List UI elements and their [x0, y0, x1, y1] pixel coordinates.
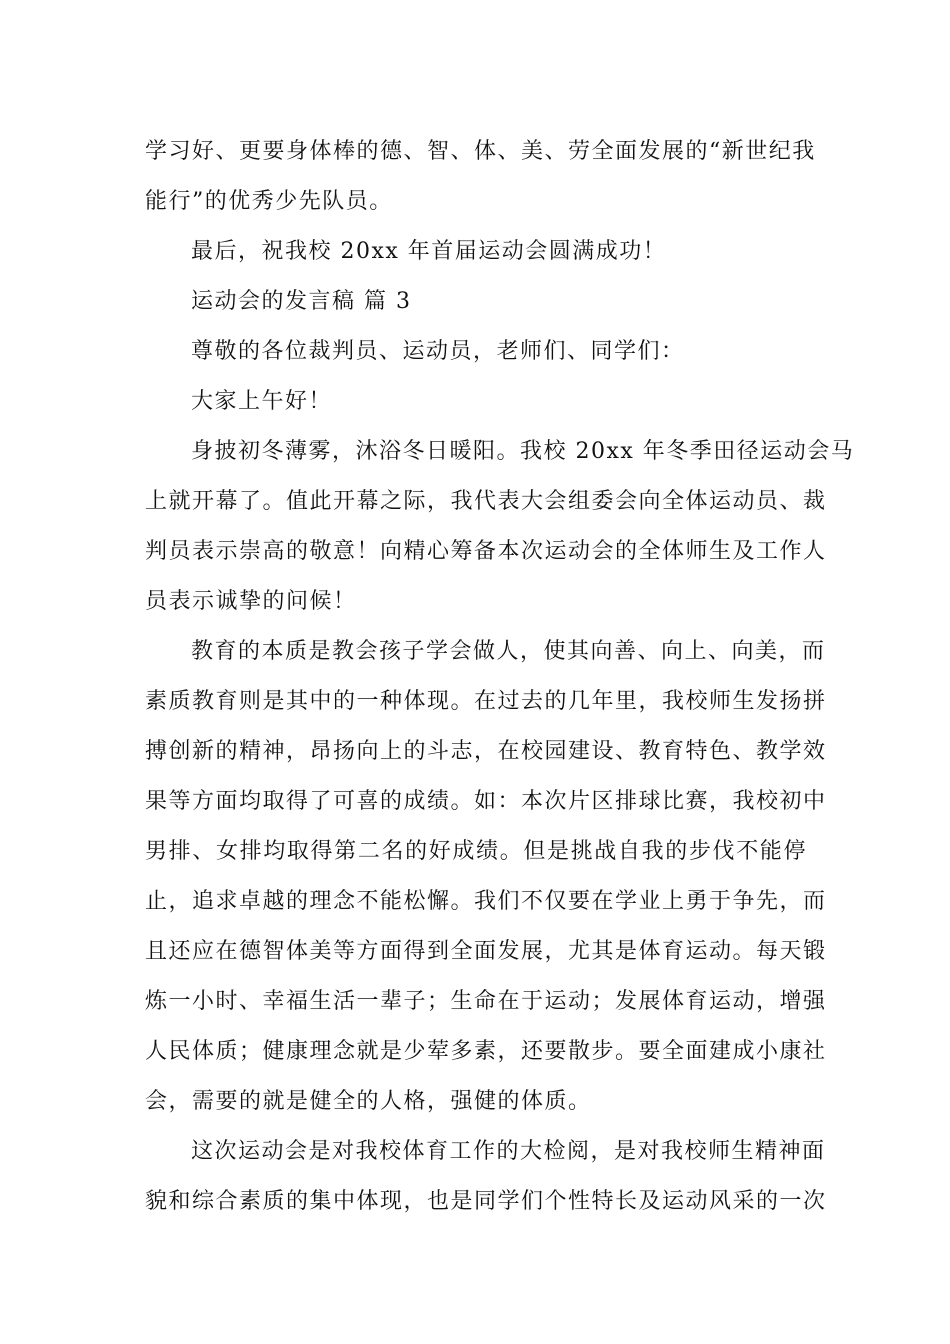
text-line: 炼一小时、幸福生活一辈子；生命在于运动；发展体育运动，增强 [145, 989, 827, 1014]
text-line: 果等方面均取得了可喜的成绩。如：本次片区排球比赛，我校初中 [145, 789, 827, 814]
text-line: 最后，祝我校 20xx 年首届运动会圆满成功！ [191, 239, 667, 264]
text-line: 上就开幕了。值此开幕之际，我代表大会组委会向全体运动员、裁 [145, 489, 827, 514]
text-line: 教育的本质是教会孩子学会做人，使其向善、向上、向美，而 [191, 639, 826, 664]
text-line: 会，需要的就是健全的人格，强健的体质。 [145, 1089, 592, 1114]
text-line: 男排、女排均取得第二名的好成绩。但是挑战自我的步伐不能停 [145, 839, 807, 864]
text-line: 止，追求卓越的理念不能松懈。我们不仅要在学业上勇于争先，而 [145, 889, 827, 914]
text-line: 且还应在德智体美等方面得到全面发展，尤其是体育运动。每天锻 [145, 939, 827, 964]
text-line: 学习好、更要身体棒的德、智、体、美、劳全面发展的“新世纪我 [145, 139, 816, 164]
text-line: 员表示诚挚的问候！ [145, 589, 357, 614]
text-line: 能行”的优秀少先队员。 [145, 189, 393, 214]
text-line: 貌和综合素质的集中体现，也是同学们个性特长及运动风采的一次 [145, 1189, 827, 1214]
salutation: 尊敬的各位裁判员、运动员，老师们、同学们： [191, 339, 685, 364]
text-line: 人民体质；健康理念就是少荤多素，还要散步。要全面建成小康社 [145, 1039, 827, 1064]
text-line: 素质教育则是其中的一种体现。在过去的几年里，我校师生发扬拼 [145, 689, 827, 714]
text-line: 搏创新的精神，昂扬向上的斗志，在校园建设、教育特色、教学效 [145, 739, 827, 764]
section-heading: 运动会的发言稿 篇 3 [191, 289, 412, 314]
document-body [145, 127, 855, 1227]
greeting: 大家上午好！ [191, 389, 333, 414]
text-line: 身披初冬薄雾，沐浴冬日暖阳。我校 20xx 年冬季田径运动会马 [191, 439, 855, 464]
text-line: 判员表示崇高的敬意！向精心筹备本次运动会的全体师生及工作人 [145, 539, 827, 564]
text-line: 这次运动会是对我校体育工作的大检阅，是对我校师生精神面 [191, 1139, 826, 1164]
